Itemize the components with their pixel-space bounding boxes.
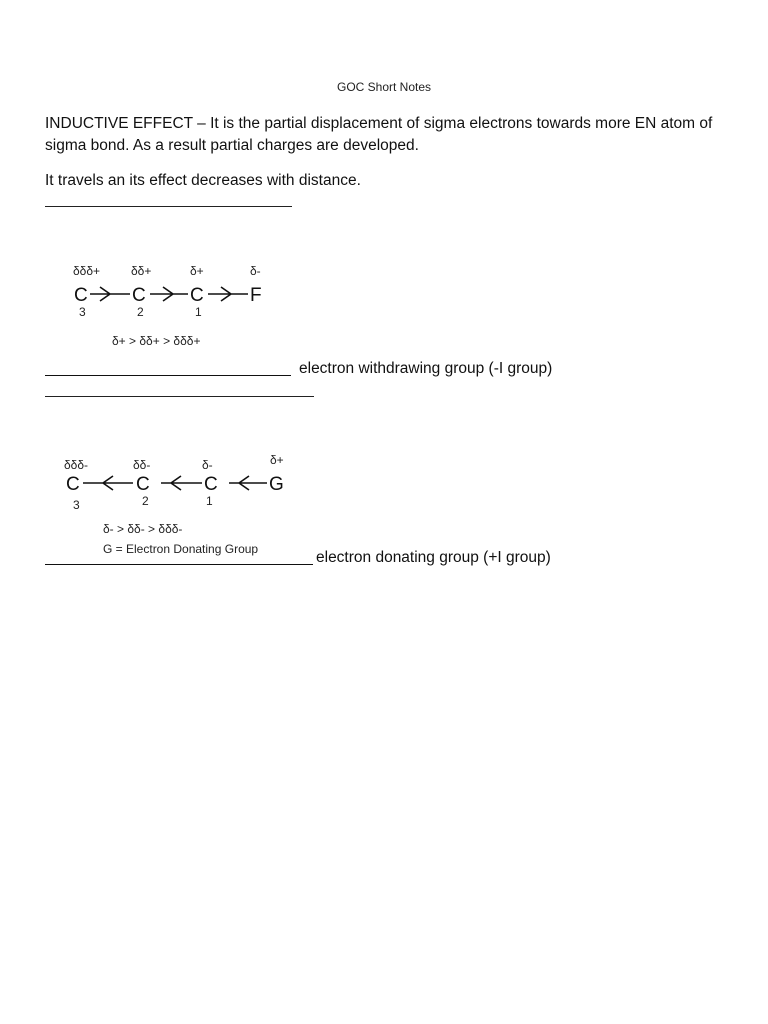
charge-label-c3: δδδ- [64, 458, 89, 472]
charge-label-c2: δδ- [133, 458, 151, 472]
donating-group-caption: electron donating group (+I group) [316, 549, 551, 566]
inductive-effect-definition: INDUCTIVE EFFECT – It is the partial displacement of sigma electrons towards more EN atom of sigma bond. As a result partial charges are developed. [45, 115, 713, 154]
bond-arrow-1 [90, 287, 130, 301]
charge-order: δ+ > δδ+ > δδδ+ [112, 334, 201, 348]
divider-rule-1 [45, 206, 292, 207]
atom-c2: C [132, 285, 146, 306]
bond-arrow-3 [229, 476, 267, 490]
position-3: 3 [73, 498, 80, 512]
withdrawing-group-caption: electron withdrawing group (-I group) [299, 360, 553, 377]
position-3: 3 [79, 305, 86, 319]
position-1: 1 [206, 494, 213, 508]
blank-line-donating [45, 564, 313, 565]
charge-label-g: δ+ [270, 453, 284, 467]
charge-label-c3: δδδ+ [73, 264, 101, 278]
atom-f: F [250, 285, 262, 306]
bond-arrow-2 [150, 287, 188, 301]
atom-c2: C [136, 474, 150, 495]
blank-line-withdrawing [45, 375, 291, 376]
inductive-effect-distance-note: It travels an its effect decreases with distance. [45, 172, 361, 189]
charge-order: δ- > δδ- > δδδ- [103, 522, 183, 536]
bond-arrow-2 [161, 476, 202, 490]
donating-chain-diagram [55, 448, 315, 563]
atom-c3: C [74, 285, 88, 306]
atom-c1: C [190, 285, 204, 306]
bond-arrow-1 [83, 476, 133, 490]
atom-c1: C [204, 474, 218, 495]
donating-group-legend: G = Electron Donating Group [103, 542, 259, 556]
withdrawing-chain-diagram [60, 255, 300, 355]
position-2: 2 [137, 305, 144, 319]
page-title: GOC Short Notes [336, 80, 432, 94]
charge-label-c1: δ+ [190, 264, 204, 278]
atom-g: G [269, 474, 284, 495]
charge-label-f: δ- [250, 264, 261, 278]
charge-label-c1: δ- [202, 458, 213, 472]
divider-rule-2 [45, 396, 314, 397]
charge-label-c2: δδ+ [131, 264, 152, 278]
position-1: 1 [195, 305, 202, 319]
position-2: 2 [142, 494, 149, 508]
bond-arrow-3 [208, 287, 248, 301]
atom-c3: C [66, 474, 80, 495]
